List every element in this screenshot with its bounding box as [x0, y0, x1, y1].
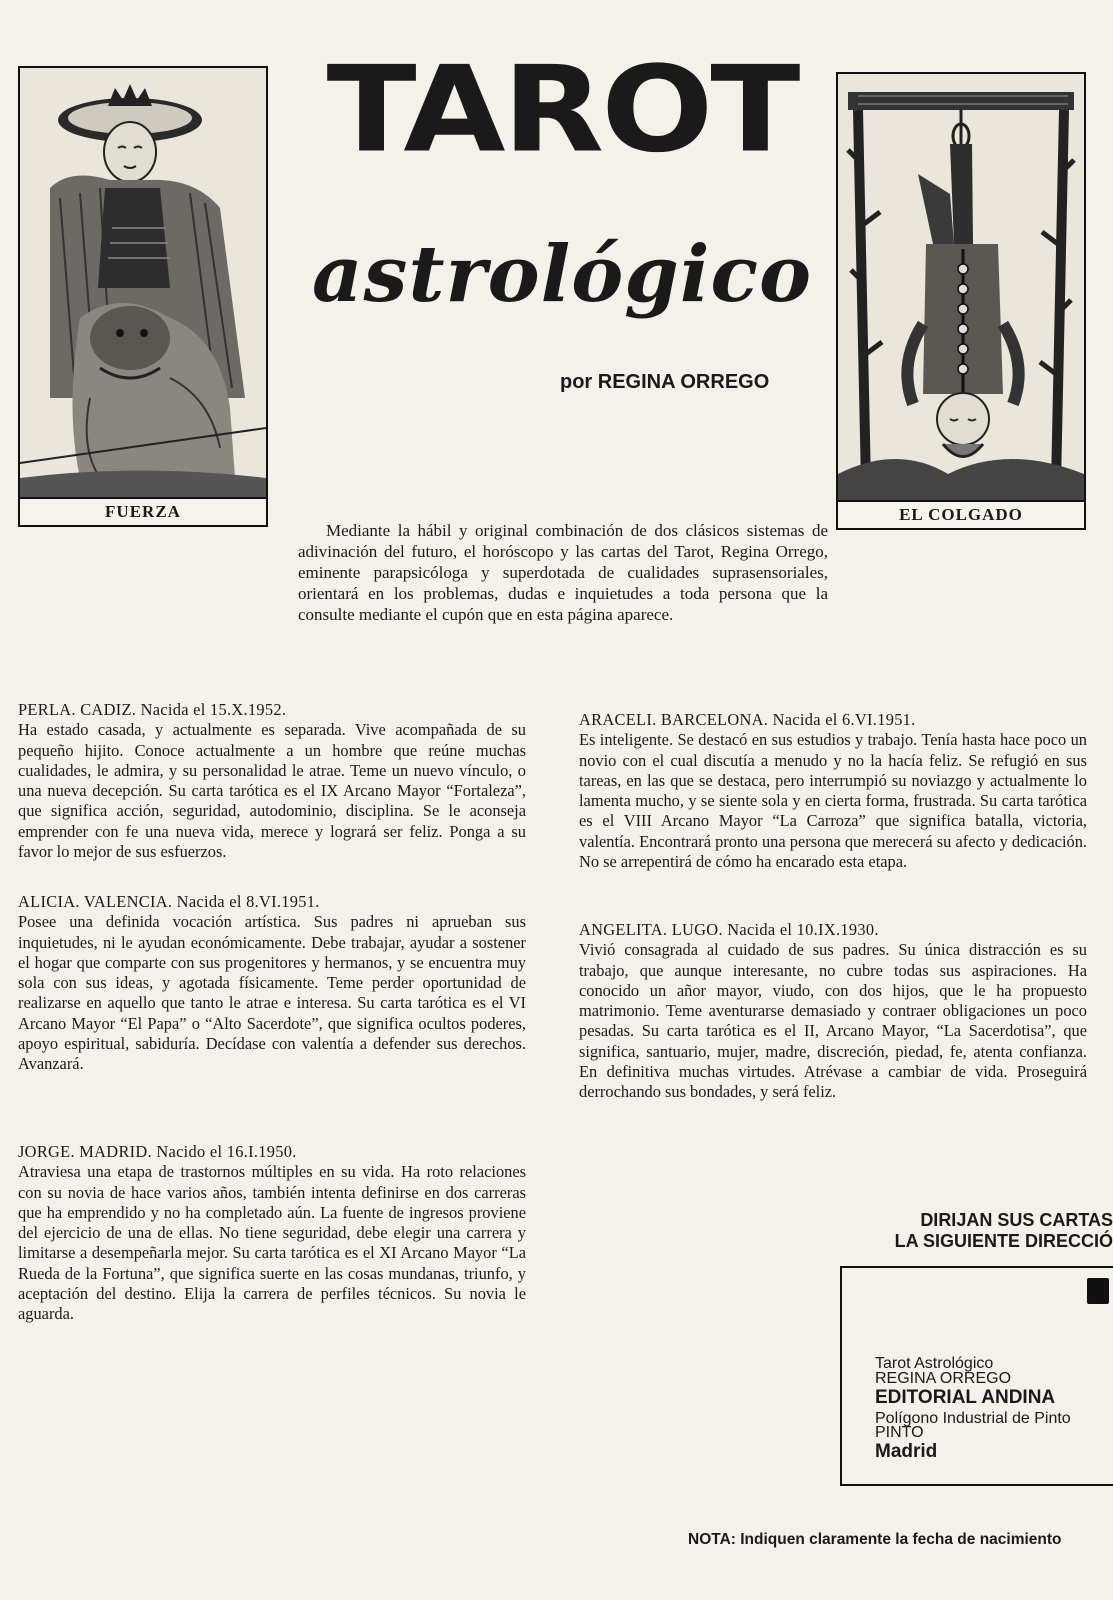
- address-heading-line2: LA SIGUIENTE DIRECCIÓ: [894, 1231, 1113, 1251]
- entry-angelita: [579, 920, 1087, 1103]
- entry-body: Atraviesa una etapa de trastornos múltiples en su vida. Ha roto relaciones con su novia de hace varios años, también intenta definirse en dos carreras que ha emprendido y no ha completado aún. La fuente de ingresos proviene del ejercicio de una de ellas. No tiene seguridad, debe elegir una carrera y limitarse a desempeñarla mejor. Su carta tarótica es el XI Arcano Mayor “La Rueda de la Fortuna”, que significa suerte en las cosas mundanas, triunfo, y aceptación del destino. Elija la carrera de perfiles técnicos. Su novia le aguarda.: [18, 1162, 526, 1324]
- entry-body: Vivió consagrada al cuidado de sus padres. Su única distracción es su trabajo, que aunque interesante, no cubre todas sus aspiraciones. Ha conocido un añor mayor, viudo, con dos hijos, que le ha propuesto matrimonio. Teme aventurarse demasiado y contraer obligaciones un poco pesadas. Su carta tarótica es el II, Arcano Mayor, “La Sacerdotisa”, que significa, santuario, mujer, madre, discreción, piedad, fe, atenta confianza. En definitiva muchas virtudes. Atrévase a cambiar de vida. Proseguirá derrochando sus bondades, y será feliz.: [579, 940, 1087, 1102]
- entry-heading: ALICIA. VALENCIA. Nacida el 8.VI.1951.: [18, 892, 320, 911]
- address-line-2: REGINA ORREGO: [875, 1370, 1012, 1387]
- tarot-card-fuerza: [18, 66, 268, 527]
- address-box: [840, 1266, 1113, 1486]
- entry-perla: [18, 700, 526, 862]
- address-line-6: Madrid: [875, 1441, 938, 1462]
- entry-alicia: [18, 892, 526, 1075]
- author-byline: por REGINA ORREGO: [560, 371, 770, 393]
- el-colgado-illustration: [838, 74, 1084, 504]
- address-line-4: Polígono Industrial de Pinto: [875, 1410, 1071, 1427]
- address-heading-line1: DIRIJAN SUS CARTAS: [920, 1210, 1113, 1230]
- address-line-1: Tarot Astrológico: [875, 1355, 994, 1372]
- entry-araceli: [579, 710, 1087, 872]
- intro-paragraph: Mediante la hábil y original combinación de dos clásicos sistemas de adivinación del futuro, el horóscopo y las cartas del Tarot, Regina Orrego, eminente parapsicóloga y superdotada de cualidades suprasensoriales, orientará en los problemas, dudas e inquietudes a toda persona que la consulte mediante el cupón que en esta página aparece.: [298, 521, 828, 624]
- entry-heading: PERLA. CADIZ. Nacida el 15.X.1952.: [18, 700, 287, 719]
- address-line-3: EDITORIAL ANDINA: [875, 1387, 1056, 1408]
- tarot-card-el-colgado: [836, 72, 1086, 530]
- footnote: NOTA: Indiquen claramente la fecha de nacimiento: [688, 1531, 1062, 1548]
- card-label-fuerza: FUERZA: [20, 497, 266, 525]
- entry-heading: ARACELI. BARCELONA. Nacida el 6.VI.1951.: [579, 710, 916, 729]
- entry-heading: ANGELITA. LUGO. Nacida el 10.IX.1930.: [579, 920, 879, 939]
- page-subtitle: astrológico: [312, 229, 812, 320]
- fuerza-illustration: [20, 68, 266, 501]
- address-line-5: PINTO: [875, 1424, 924, 1441]
- entry-heading: JORGE. MADRID. Nacido el 16.I.1950.: [18, 1142, 297, 1161]
- entry-jorge: [18, 1142, 526, 1325]
- entry-body: Es inteligente. Se destacó en sus estudios y trabajo. Tenía hasta hace poco un novio con el cual discutía a menudo y no la hacía feliz. Se refugió en sus tareas, en las que se destaca, pero interrumpió su noviazgo y actualmente lo lamenta mucho, y se siente sola y en cierta forma, frustrada. Su carta tarótica es el VIII Arcano Mayor “La Carroza” que significa batalla, victoria, valentía. Encontrará pronto una persona que merecerá su afecto y dedicación. No se arrepentirá de cómo ha encarado esta etapa.: [579, 730, 1087, 872]
- address-heading: [845, 1210, 1113, 1252]
- entry-body: Ha estado casada, y actualmente es separada. Vive acompañada de su pequeño hijito. Conoce actualmente a un hombre que reúne muchas cualidades, le admira, y su personalidad le atrae. Teme un nuevo vínculo, o una nueva decepción. Su carta tarótica es el IX Arcano Mayor “Fortaleza”, que significa acción, seguridad, autodominio, disciplina. Se le aconseja emprender con fe una nueva vida, merece y logrará ser feliz. Ponga a su favor lo mejor de sus esfuerzos.: [18, 720, 526, 862]
- editorial-logo-icon: [1087, 1278, 1109, 1304]
- card-label-el-colgado: EL COLGADO: [838, 500, 1084, 528]
- entry-body: Posee una definida vocación artística. Sus padres ni aprueban sus inquietudes, ni le ayudan económicamente. Debe trabajar, ayudar a sostener el hogar que comparte con sus progenitores y hermanos, y se encuentra muy sola con sus ideas, y agotada físicamente. Teme perder oportunidad de realizarse en aquello que tanto le atrae e interesa. Su carta tarótica es el VI Arcano Mayor “El Papa” o “Alto Sacerdote”, que significa ocultos poderes, apoyo espiritual, sabiduría. Decídase con valentía a defender sus derechos. Avanzará.: [18, 912, 526, 1074]
- page-title: TAROT: [326, 40, 798, 180]
